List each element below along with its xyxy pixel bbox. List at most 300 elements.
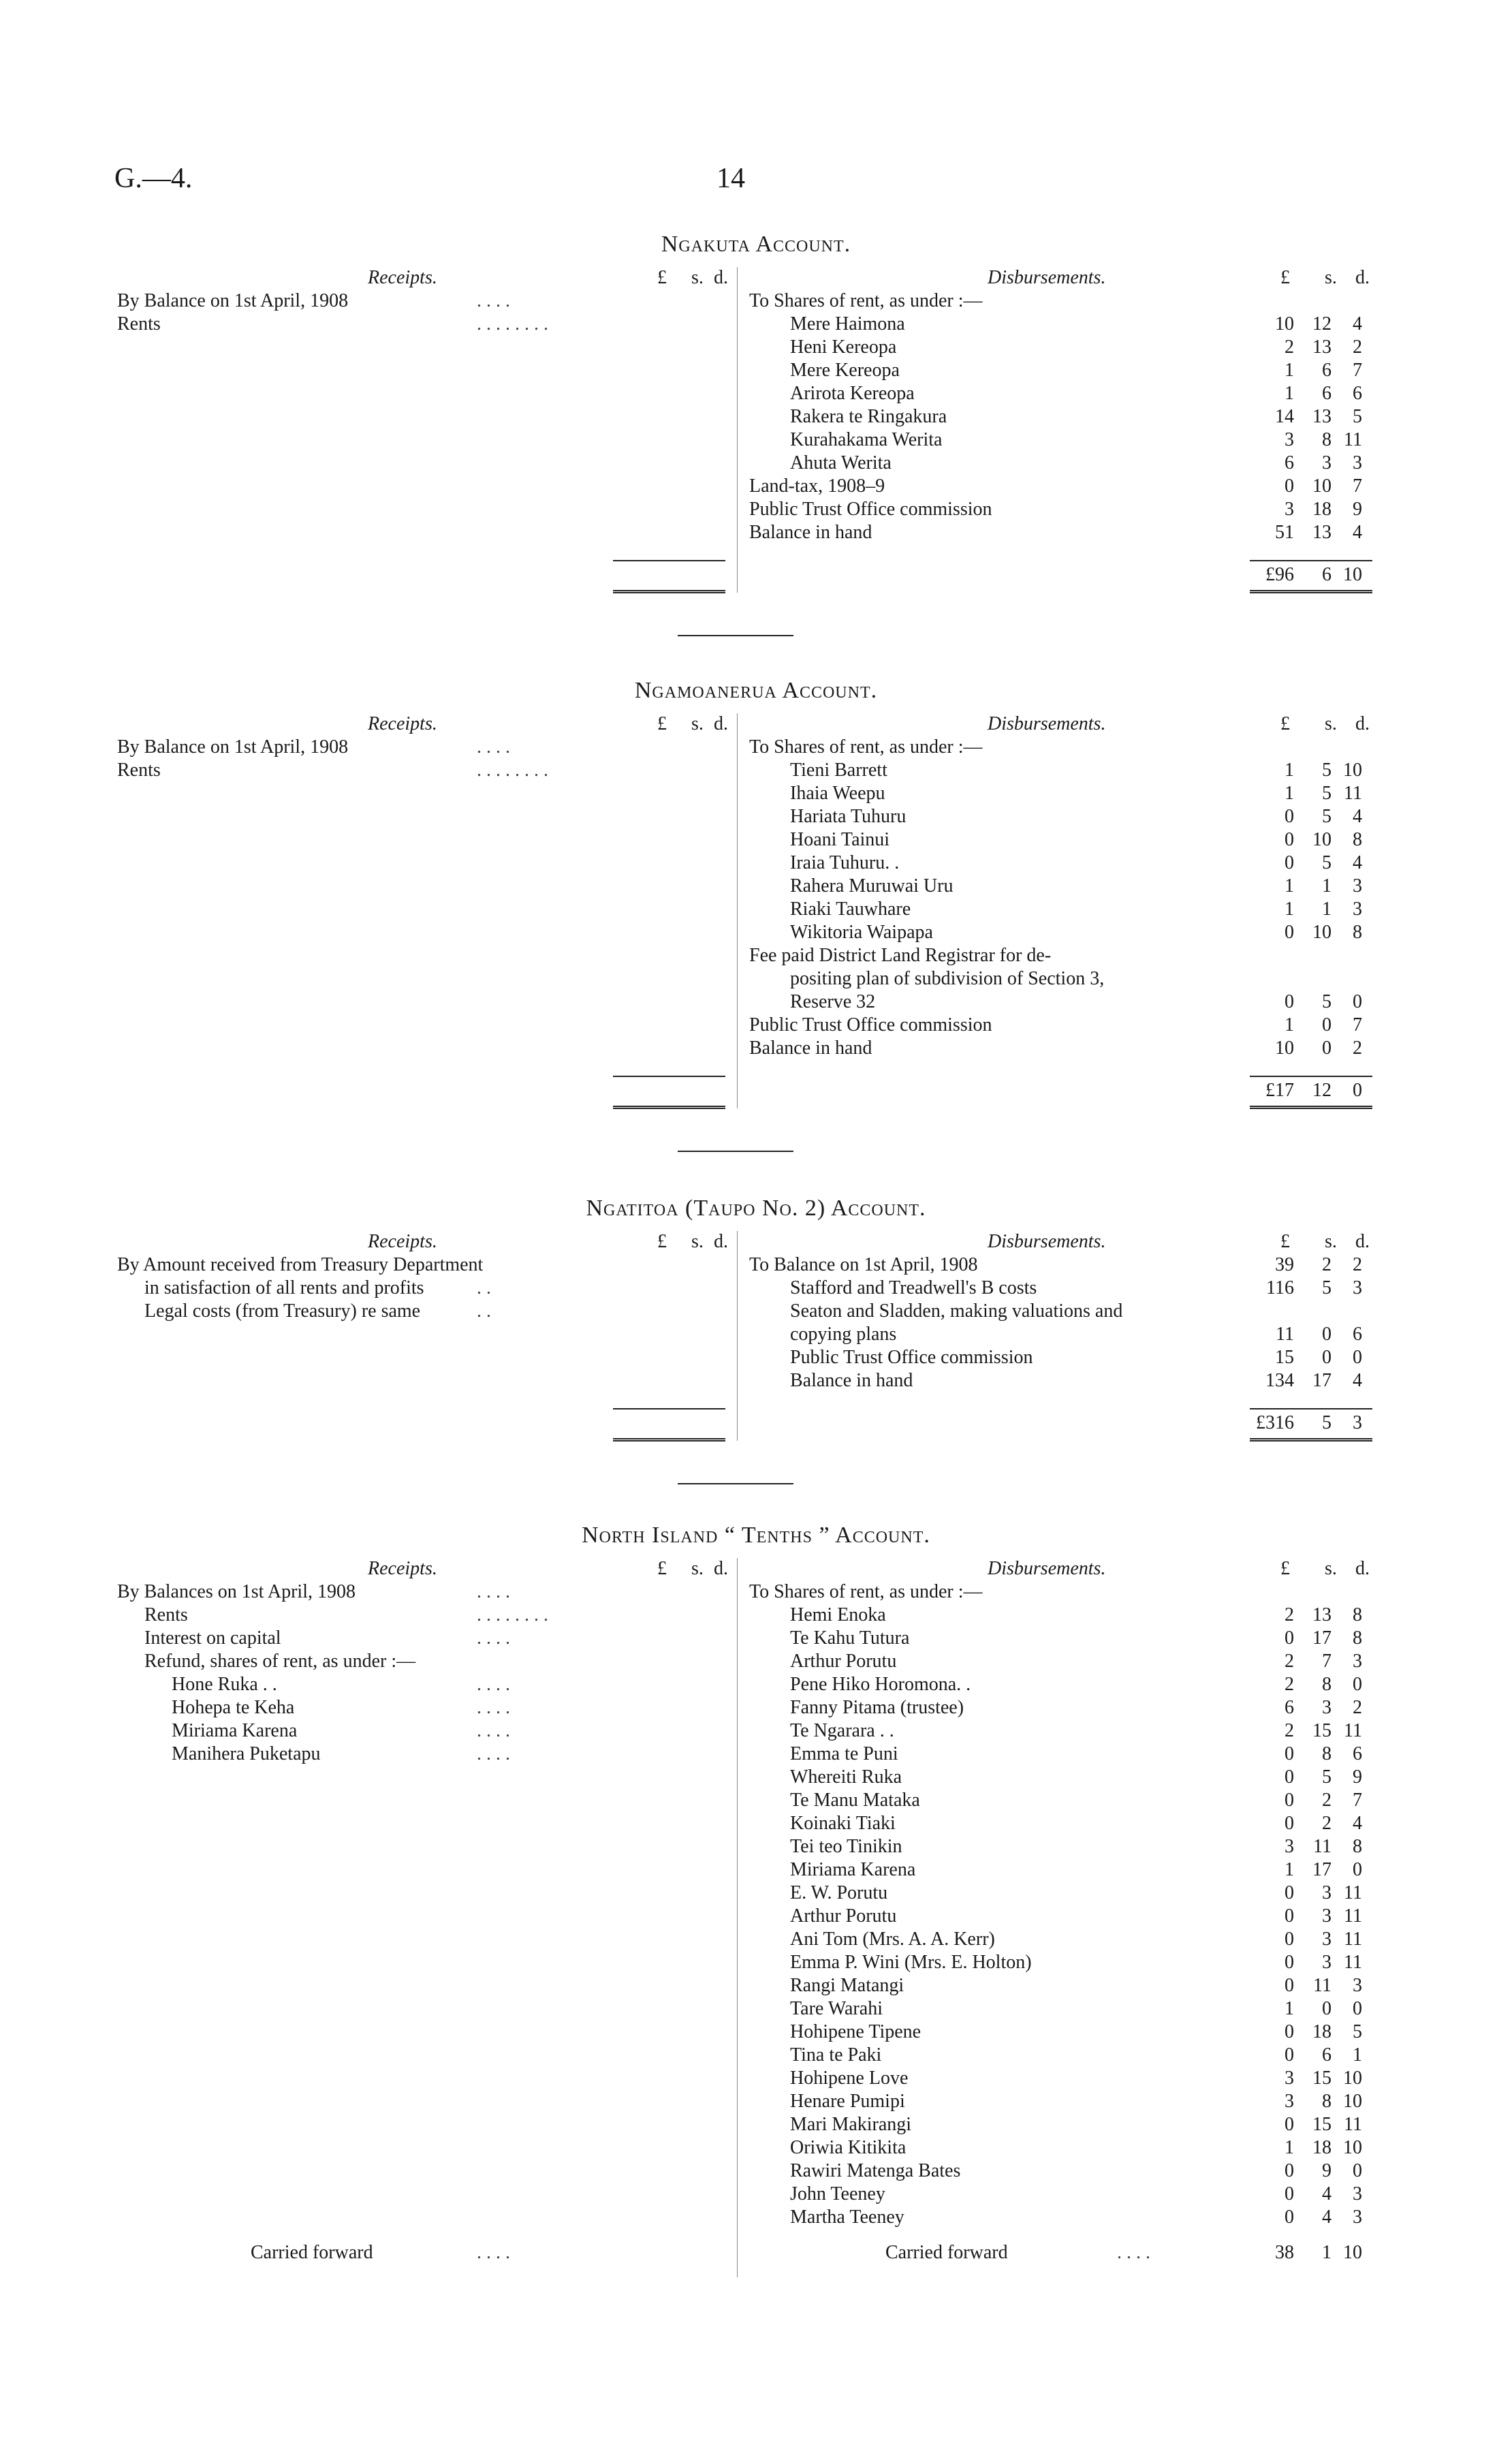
disbursements-shillings-head: s. — [1325, 1558, 1337, 1579]
pounds-amount: 1 — [1285, 2137, 1294, 2158]
disbursement-label: copying plans — [790, 1324, 897, 1345]
receipts-pence-head: d. — [714, 1558, 728, 1579]
disbursement-row — [0, 2068, 1512, 2091]
pence-amount: 10 — [1343, 564, 1362, 585]
disbursement-label: Rangi Matangi — [790, 1975, 904, 1996]
disbursement-row — [0, 1998, 1512, 2021]
shillings-amount: 11 — [1313, 1836, 1332, 1857]
document-code: G.—4. — [114, 163, 193, 194]
disbursements-total-rule — [1250, 1076, 1372, 1077]
shillings-amount: 5 — [1322, 1766, 1332, 1788]
disbursement-label: Rakera te Ringakura — [790, 406, 947, 427]
receipts-caption: Receipts. — [368, 1231, 437, 1252]
pence-amount: 11 — [1344, 1929, 1362, 1950]
shillings-amount: 9 — [1322, 2160, 1332, 2181]
pence-amount: 10 — [1343, 2137, 1362, 2158]
disbursement-row — [0, 406, 1512, 429]
pence-amount: 3 — [1353, 2183, 1362, 2204]
section-separator — [678, 635, 793, 636]
leader-dots: . . . . — [477, 1581, 510, 1602]
disbursement-label: Hohipene Tipene — [790, 2021, 922, 2042]
disbursement-row — [0, 2160, 1512, 2183]
disbursement-row — [0, 2114, 1512, 2137]
receipt-label: Hone Ruka . . — [172, 1674, 277, 1695]
pence-amount: 7 — [1353, 1014, 1362, 1035]
leader-dots: . . . . — [477, 290, 510, 311]
receipt-label: Rents — [117, 760, 161, 781]
disbursement-row — [0, 2091, 1512, 2114]
column-divider — [737, 713, 738, 1108]
carried-forward-label: Carried forward — [885, 2242, 1008, 2263]
pence-amount: 3 — [1353, 1277, 1362, 1298]
leader-dots: . . . . — [1117, 2242, 1150, 2263]
pence-amount: 0 — [1353, 2160, 1362, 2181]
disbursement-label: Hohipene Love — [790, 2068, 909, 2089]
shillings-amount: 8 — [1322, 1743, 1332, 1764]
disbursement-row — [0, 968, 1512, 991]
receipts-total-rule — [613, 1408, 725, 1409]
pounds-amount: 2 — [1285, 1720, 1294, 1741]
disbursement-row — [0, 1859, 1512, 1882]
pounds-amount: 0 — [1285, 1790, 1294, 1811]
disbursement-label: Tieni Barrett — [790, 760, 887, 781]
disbursements-caption: Disbursements. — [988, 1231, 1106, 1252]
shillings-amount: 6 — [1322, 360, 1332, 381]
disbursement-label: Arirota Kereopa — [790, 383, 915, 404]
shillings-amount: 13 — [1312, 406, 1332, 427]
pence-amount: 8 — [1353, 1836, 1362, 1857]
shillings-amount: 3 — [1322, 452, 1332, 473]
disbursement-row — [0, 852, 1512, 875]
shillings-amount: 10 — [1312, 922, 1332, 943]
disbursement-label: To Balance on 1st April, 1908 — [749, 1254, 978, 1275]
shillings-amount: 0 — [1322, 1324, 1332, 1345]
disbursements-total — [0, 2242, 1512, 2265]
shillings-amount: 5 — [1322, 1412, 1332, 1433]
pence-amount: 11 — [1344, 429, 1362, 450]
disbursement-row — [0, 1324, 1512, 1347]
disbursements-shillings-head: s. — [1325, 1231, 1337, 1252]
pounds-amount: 0 — [1285, 2114, 1294, 2135]
disbursement-intro-row — [0, 290, 1512, 313]
disbursement-row — [0, 1277, 1512, 1300]
pounds-amount: 51 — [1275, 522, 1294, 543]
pounds-amount: £316 — [1256, 1412, 1294, 1433]
shillings-amount: 13 — [1312, 337, 1332, 358]
pence-amount: 6 — [1353, 383, 1362, 404]
shillings-amount: 18 — [1312, 2021, 1332, 2042]
disbursement-row — [0, 1347, 1512, 1370]
disbursement-row — [0, 2183, 1512, 2207]
disbursements-list — [0, 1254, 1512, 1393]
disbursement-intro: To Shares of rent, as under :— — [749, 290, 983, 311]
disbursements-pounds-head: £ — [1280, 267, 1290, 288]
shillings-amount: 18 — [1312, 2137, 1332, 2158]
disbursement-row — [0, 383, 1512, 406]
disbursement-label: Hemi Enoka — [790, 1604, 886, 1625]
receipts-shillings-head: s. — [691, 267, 704, 288]
receipts-caption: Receipts. — [368, 713, 437, 734]
pounds-amount: 2 — [1285, 1674, 1294, 1695]
pence-amount: 10 — [1343, 760, 1362, 781]
pounds-amount: 1 — [1285, 1014, 1294, 1035]
disbursements-list — [0, 1581, 1512, 2230]
pounds-amount: 15 — [1275, 1347, 1294, 1368]
shillings-amount: 11 — [1313, 1975, 1332, 1996]
shillings-amount: 6 — [1322, 383, 1332, 404]
disbursement-row — [0, 1766, 1512, 1790]
pounds-amount: 2 — [1285, 1604, 1294, 1625]
receipt-label: Miriama Karena — [172, 1720, 298, 1741]
disbursement-row — [0, 1720, 1512, 1743]
receipts-pence-head: d. — [714, 1231, 728, 1252]
shillings-amount: 3 — [1322, 1952, 1332, 1973]
receipt-label: By Balance on 1st April, 1908 — [117, 736, 349, 758]
shillings-amount: 17 — [1312, 1370, 1332, 1391]
disbursement-label: Reserve 32 — [790, 991, 876, 1012]
disbursement-label: Public Trust Office commission — [749, 499, 992, 520]
shillings-amount: 1 — [1322, 2242, 1332, 2263]
disbursements-double-rule — [1250, 590, 1372, 593]
pence-amount: 3 — [1353, 1412, 1362, 1433]
disbursement-label: Tei teo Tinikin — [790, 1836, 902, 1857]
disbursement-row — [0, 1905, 1512, 1929]
receipts-pounds-head: £ — [657, 267, 667, 288]
section-separator — [678, 1151, 793, 1152]
pence-amount: 4 — [1353, 852, 1362, 873]
disbursement-row — [0, 922, 1512, 945]
pence-amount: 11 — [1344, 1720, 1362, 1741]
shillings-amount: 0 — [1322, 1347, 1332, 1368]
disbursements-total-rule — [1250, 560, 1372, 561]
pounds-amount: 11 — [1276, 1324, 1294, 1345]
pence-amount: 0 — [1353, 1080, 1362, 1101]
shillings-amount: 3 — [1322, 1905, 1332, 1927]
disbursement-row — [0, 991, 1512, 1014]
receipts-pounds-head: £ — [657, 1231, 667, 1252]
pounds-amount: 0 — [1285, 2207, 1294, 2228]
disbursement-label: Public Trust Office commission — [790, 1347, 1033, 1368]
disbursement-label: Tare Warahi — [790, 1998, 883, 2019]
leader-dots: . . . . — [477, 1627, 510, 1649]
pounds-amount: 1 — [1285, 760, 1294, 781]
shillings-amount: 3 — [1322, 1882, 1332, 1903]
disbursement-row — [0, 1038, 1512, 1061]
disbursement-label: Ihaia Weepu — [790, 783, 885, 804]
disbursement-label: Koinaki Tiaki — [790, 1813, 896, 1834]
shillings-amount: 0 — [1322, 1014, 1332, 1035]
pence-amount: 0 — [1353, 991, 1362, 1012]
receipt-label: in satisfaction of all rents and profits — [144, 1277, 424, 1298]
disbursement-row — [0, 1697, 1512, 1720]
leader-dots: . . . . — [477, 1720, 510, 1741]
pounds-amount: 1 — [1285, 899, 1294, 920]
pence-amount: 7 — [1353, 360, 1362, 381]
pence-amount: 4 — [1353, 1370, 1362, 1391]
pounds-amount: 0 — [1285, 991, 1294, 1012]
pence-amount: 4 — [1353, 806, 1362, 827]
pence-amount: 3 — [1353, 899, 1362, 920]
section-separator — [678, 1483, 793, 1484]
pounds-amount: 0 — [1285, 1813, 1294, 1834]
leader-dots: . . . . . . . . — [477, 313, 548, 334]
disbursements-total — [0, 1080, 1512, 1103]
pence-amount: 7 — [1353, 1790, 1362, 1811]
disbursement-row — [0, 1836, 1512, 1859]
pounds-amount: 1 — [1285, 783, 1294, 804]
shillings-amount: 5 — [1322, 760, 1332, 781]
disbursement-label: Ahuta Werita — [790, 452, 892, 473]
shillings-amount: 3 — [1322, 1929, 1332, 1950]
disbursement-row — [0, 1254, 1512, 1277]
disbursement-label: Riaki Tauwhare — [790, 899, 911, 920]
shillings-amount: 2 — [1322, 1790, 1332, 1811]
pence-amount: 1 — [1353, 2044, 1362, 2066]
shillings-amount: 4 — [1322, 2183, 1332, 2204]
disbursements-caption: Disbursements. — [988, 1558, 1106, 1579]
pounds-amount: £17 — [1265, 1080, 1294, 1101]
disbursements-list — [0, 290, 1512, 545]
column-divider — [737, 267, 738, 593]
receipts-pounds-head: £ — [657, 1558, 667, 1579]
receipts-pounds-head: £ — [657, 713, 667, 734]
shillings-amount: 10 — [1312, 829, 1332, 850]
carried-forward-label: Carried forward — [251, 2242, 373, 2263]
pence-amount: 3 — [1353, 452, 1362, 473]
pence-amount: 7 — [1353, 476, 1362, 497]
disbursement-label: Te Kahu Tutura — [790, 1627, 910, 1649]
disbursement-intro: To Shares of rent, as under :— — [749, 1581, 983, 1602]
disbursement-row — [0, 452, 1512, 476]
receipts-total-rule — [613, 1076, 725, 1077]
disbursement-row — [0, 2021, 1512, 2044]
leader-dots: . . — [477, 1300, 491, 1322]
receipts-shillings-head: s. — [691, 713, 704, 734]
disbursement-label: Hariata Tuhuru — [790, 806, 907, 827]
pence-amount: 11 — [1344, 783, 1362, 804]
pounds-amount: 0 — [1285, 1975, 1294, 1996]
disbursement-row — [0, 1975, 1512, 1998]
receipt-label: Rents — [117, 313, 161, 334]
shillings-amount: 5 — [1322, 1277, 1332, 1298]
pounds-amount: 6 — [1285, 452, 1294, 473]
disbursement-label: Public Trust Office commission — [749, 1014, 992, 1035]
pounds-amount: 1 — [1285, 875, 1294, 897]
pence-amount: 11 — [1344, 1952, 1362, 1973]
shillings-amount: 5 — [1322, 991, 1332, 1012]
shillings-amount: 2 — [1322, 1813, 1332, 1834]
disbursement-label: Whereiti Ruka — [790, 1766, 902, 1788]
receipt-label: Interest on capital — [144, 1627, 281, 1649]
disbursement-row — [0, 313, 1512, 337]
pence-amount: 10 — [1343, 2242, 1362, 2263]
disbursements-total — [0, 1412, 1512, 1435]
disbursement-row — [0, 945, 1512, 968]
pounds-amount: 0 — [1285, 922, 1294, 943]
disbursement-label: Balance in hand — [749, 522, 872, 543]
shillings-amount: 15 — [1312, 1720, 1332, 1741]
disbursement-label: Tina te Paki — [790, 2044, 882, 2066]
disbursement-label: Miriama Karena — [790, 1859, 916, 1880]
disbursement-row — [0, 476, 1512, 499]
receipt-label: Rents — [144, 1604, 188, 1625]
pence-amount: 2 — [1353, 1254, 1362, 1275]
disbursement-intro-row — [0, 736, 1512, 760]
disbursement-label: Iraia Tuhuru. . — [790, 852, 900, 873]
disbursement-label: Rahera Muruwai Uru — [790, 875, 954, 897]
receipts-shillings-head: s. — [691, 1558, 704, 1579]
receipt-label: Legal costs (from Treasury) re same — [144, 1300, 421, 1322]
disbursements-caption: Disbursements. — [988, 267, 1106, 288]
disbursement-label: Mere Haimona — [790, 313, 905, 334]
shillings-amount: 17 — [1312, 1627, 1332, 1649]
shillings-amount: 12 — [1312, 1080, 1332, 1101]
shillings-amount: 5 — [1322, 852, 1332, 873]
disbursement-intro-row — [0, 1581, 1512, 1604]
receipt-label: By Balance on 1st April, 1908 — [117, 290, 349, 311]
shillings-amount: 7 — [1322, 1651, 1332, 1672]
disbursement-row — [0, 522, 1512, 545]
shillings-amount: 10 — [1312, 476, 1332, 497]
pence-amount: 0 — [1353, 1998, 1362, 2019]
pence-amount: 3 — [1353, 2207, 1362, 2228]
receipts-double-rule — [613, 1438, 725, 1442]
pence-amount: 6 — [1353, 1743, 1362, 1764]
shillings-amount: 5 — [1322, 783, 1332, 804]
pounds-amount: £96 — [1265, 564, 1294, 585]
disbursement-row — [0, 806, 1512, 829]
disbursement-label: Te Ngarara . . — [790, 1720, 894, 1741]
pounds-amount: 0 — [1285, 1743, 1294, 1764]
pence-amount: 6 — [1353, 1324, 1362, 1345]
disbursement-label: positing plan of subdivision of Section 3, — [790, 968, 1105, 989]
receipt-label: Manihera Puketapu — [172, 1743, 321, 1764]
shillings-amount: 8 — [1322, 2091, 1332, 2112]
disbursement-label: Kurahakama Werita — [790, 429, 943, 450]
disbursement-row — [0, 1813, 1512, 1836]
shillings-amount: 12 — [1312, 313, 1332, 334]
pounds-amount: 10 — [1275, 313, 1294, 334]
pounds-amount: 39 — [1275, 1254, 1294, 1275]
shillings-amount: 15 — [1312, 2114, 1332, 2135]
disbursement-label: Hoani Tainui — [790, 829, 890, 850]
pence-amount: 8 — [1353, 922, 1362, 943]
shillings-amount: 8 — [1322, 1674, 1332, 1695]
pounds-amount: 1 — [1285, 360, 1294, 381]
pounds-amount: 0 — [1285, 1882, 1294, 1903]
disbursements-double-rule — [1250, 1438, 1372, 1442]
pence-amount: 9 — [1353, 1766, 1362, 1788]
disbursement-label: Balance in hand — [749, 1038, 872, 1059]
shillings-amount: 1 — [1322, 899, 1332, 920]
disbursements-shillings-head: s. — [1325, 267, 1337, 288]
disbursement-row — [0, 1743, 1512, 1766]
disbursement-row — [0, 899, 1512, 922]
pounds-amount: 1 — [1285, 383, 1294, 404]
receipts-caption: Receipts. — [368, 267, 437, 288]
disbursement-label: Fee paid District Land Registrar for de- — [749, 945, 1052, 966]
pounds-amount: 0 — [1285, 1952, 1294, 1973]
receipts-shillings-head: s. — [691, 1231, 704, 1252]
disbursement-label: John Teeney — [790, 2183, 885, 2204]
pence-amount: 10 — [1343, 2068, 1362, 2089]
pence-amount: 3 — [1353, 1975, 1362, 1996]
disbursements-pounds-head: £ — [1280, 1231, 1290, 1252]
disbursements-pence-head: d. — [1355, 267, 1370, 288]
disbursement-label: Seaton and Sladden, making valuations and — [790, 1300, 1123, 1322]
pence-amount: 9 — [1353, 499, 1362, 520]
leader-dots: . . . . — [477, 1674, 510, 1695]
shillings-amount: 4 — [1322, 2207, 1332, 2228]
receipts-double-rule — [613, 590, 725, 593]
pounds-amount: 3 — [1285, 499, 1294, 520]
disbursements-pence-head: d. — [1355, 1558, 1370, 1579]
pounds-amount: 14 — [1275, 406, 1294, 427]
column-divider — [737, 1558, 738, 2277]
disbursement-row — [0, 360, 1512, 383]
receipts-pence-head: d. — [714, 267, 728, 288]
pounds-amount: 3 — [1285, 2068, 1294, 2089]
account-title: Ngatitoa (Taupo No. 2) Account. — [586, 1196, 926, 1221]
disbursement-label: Balance in hand — [790, 1370, 913, 1391]
leader-dots: . . . . . . . . — [477, 760, 548, 781]
pounds-amount: 2 — [1285, 1651, 1294, 1672]
pence-amount: 3 — [1353, 1651, 1362, 1672]
disbursement-label: Arthur Porutu — [790, 1905, 897, 1927]
disbursement-label: Mere Kereopa — [790, 360, 900, 381]
disbursement-label: Ani Tom (Mrs. A. A. Kerr) — [790, 1929, 995, 1950]
disbursement-label: Oriwia Kitikita — [790, 2137, 907, 2158]
disbursements-pounds-head: £ — [1280, 1558, 1290, 1579]
pence-amount: 5 — [1353, 2021, 1362, 2042]
disbursements-total — [0, 564, 1512, 587]
disbursement-row — [0, 760, 1512, 783]
receipt-label: Refund, shares of rent, as under :— — [144, 1651, 416, 1672]
pounds-amount: 0 — [1285, 2183, 1294, 2204]
disbursement-label: Stafford and Treadwell's B costs — [790, 1277, 1037, 1298]
pence-amount: 0 — [1353, 1859, 1362, 1880]
disbursement-row — [0, 499, 1512, 522]
receipts-caption: Receipts. — [368, 1558, 437, 1579]
leader-dots: . . . . — [477, 1697, 510, 1718]
pence-amount: 4 — [1353, 1813, 1362, 1834]
disbursement-label: Rawiri Matenga Bates — [790, 2160, 961, 2181]
disbursement-row — [0, 429, 1512, 452]
pence-amount: 0 — [1353, 1674, 1362, 1695]
disbursements-pounds-head: £ — [1280, 713, 1290, 734]
receipts-total-rule — [613, 560, 725, 561]
disbursement-row — [0, 1014, 1512, 1038]
page-number: 14 — [716, 163, 745, 194]
disbursement-label: Land-tax, 1908–9 — [749, 476, 885, 497]
pounds-amount: 10 — [1275, 1038, 1294, 1059]
leader-dots: . . . . — [477, 1743, 510, 1764]
disbursement-label: Emma te Puni — [790, 1743, 898, 1764]
pounds-amount: 38 — [1275, 2242, 1294, 2263]
disbursements-double-rule — [1250, 1106, 1372, 1109]
disbursement-row — [0, 1929, 1512, 1952]
pounds-amount: 134 — [1265, 1370, 1294, 1391]
leader-dots: . . . . — [477, 736, 510, 758]
disbursements-list — [0, 736, 1512, 1061]
pounds-amount: 0 — [1285, 1929, 1294, 1950]
shillings-amount: 15 — [1312, 2068, 1332, 2089]
receipt-label: By Balances on 1st April, 1908 — [117, 1581, 356, 1602]
leader-dots: . . — [477, 1277, 491, 1298]
disbursements-pence-head: d. — [1355, 1231, 1370, 1252]
leader-dots: . . . . — [477, 2242, 510, 2263]
pounds-amount: 0 — [1285, 476, 1294, 497]
